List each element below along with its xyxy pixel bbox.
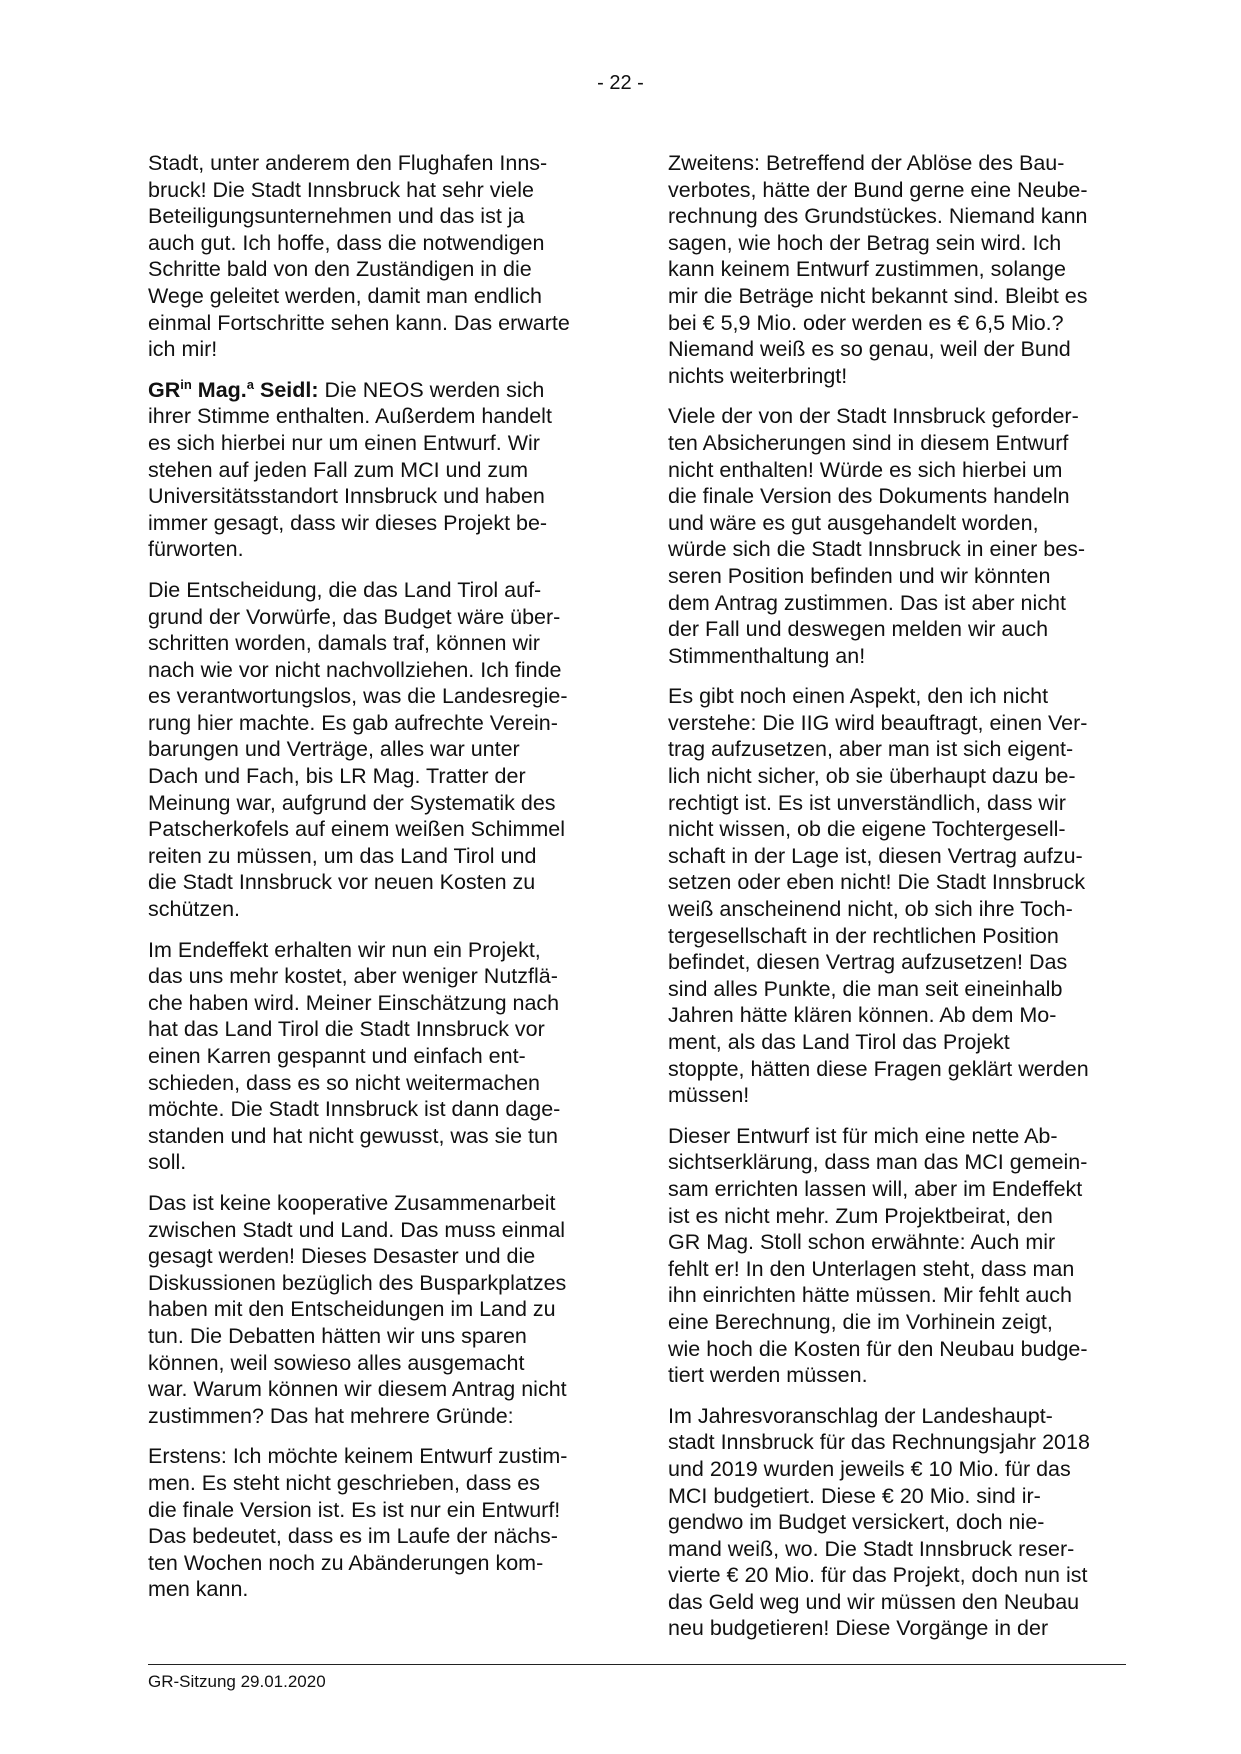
text-line: seren Position befinden und wir könnten (668, 563, 1051, 588)
text-line: lich nicht sicher, ob sie überhaupt dazu be- (668, 764, 1076, 789)
text-line: der Fall und deswegen melden wir auch (668, 617, 1049, 642)
paragraph (148, 1190, 618, 1429)
text-line: wie hoch die Kosten für den Neubau budge- (668, 1336, 1088, 1361)
text-line: hat das Land Tirol die Stadt Innsbruck vor (148, 1017, 545, 1042)
text-line: Meinung war, aufgrund der Systematik des (148, 790, 556, 815)
text-line: nicht wissen, ob die eigene Tochtergesell- (668, 817, 1066, 842)
text-line: können, weil sowieso alles ausgemacht (148, 1350, 525, 1375)
text-line: immer gesagt, dass wir dieses Projekt be- (148, 510, 548, 535)
speaker-label-main: GR (148, 377, 181, 402)
text-line: mir die Beträge nicht bekannt sind. Bleibt es (668, 283, 1088, 308)
paragraph (148, 150, 618, 363)
text-line: es verantwortungslos, was die Landesregie- (148, 684, 568, 709)
text-line: und 2019 wurden jeweils € 10 Mio. für das (668, 1456, 1071, 1481)
text-line: Im Endeffekt erhalten wir nun ein Projekt, (148, 937, 541, 962)
text-line: war. Warum können wir diesem Antrag nicht (148, 1377, 567, 1402)
speaker-label-name: Seidl: (254, 377, 319, 402)
paragraph (668, 150, 1138, 389)
text-line: die Stadt Innsbruck vor neuen Kosten zu (148, 870, 536, 895)
text-line: nicht enthalten! Würde es sich hierbei um (668, 457, 1063, 482)
page-number: - 22 - (597, 72, 644, 94)
text-line: gesagt werden! Dieses Desaster und die (148, 1244, 536, 1269)
paragraph (668, 1123, 1138, 1389)
text-line: dem Antrag zustimmen. Das ist aber nicht (668, 590, 1066, 615)
paragraph (148, 1443, 618, 1603)
text-line: Dieser Entwurf ist für mich eine nette Ab- (668, 1123, 1058, 1148)
paragraph (148, 937, 618, 1176)
text-line: Die Entscheidung, die das Land Tirol auf- (148, 577, 542, 602)
text-line: weiß anscheinend nicht, ob sich ihre Toch- (668, 897, 1073, 922)
text-line: stadt Innsbruck für das Rechnungsjahr 2018 (668, 1430, 1090, 1455)
text-line: gendwo im Budget versickert, doch nie- (668, 1510, 1045, 1535)
text-line: barungen und Verträge, alles war unter (148, 737, 520, 762)
text-line: es sich hierbei nur um einen Entwurf. Wir (148, 430, 540, 455)
text-line: rechtigt ist. Es ist unverständlich, dass wir (668, 790, 1066, 815)
paragraph (668, 683, 1138, 1109)
text-line: sind alles Punkte, die man seit eineinhalb (668, 976, 1063, 1001)
left-column (148, 150, 618, 1617)
speaker-line (148, 377, 618, 404)
text-line: sichtserklärung, dass man das MCI gemein- (668, 1150, 1088, 1175)
text-line: die finale Version ist. Es ist nur ein Entwurf! (148, 1497, 561, 1522)
text-line: zwischen Stadt und Land. Das muss einmal (148, 1217, 566, 1242)
text-line: verstehe: Die IIG wird beauftragt, einen Ver- (668, 710, 1088, 735)
text-line: che haben wird. Meiner Einschätzung nach (148, 990, 560, 1015)
text-line: einen Karren gespannt und einfach ent- (148, 1044, 526, 1068)
text-line: schieden, dass es so nicht weitermachen (148, 1070, 540, 1095)
text-line: das Geld weg und wir müssen den Neubau (668, 1589, 1080, 1614)
speaker-paragraph (148, 377, 618, 563)
text-line: schritten worden, damals traf, können wir (148, 631, 540, 656)
speaker-label-title: Mag. (191, 377, 247, 402)
text-line: Erstens: Ich möchte keinem Entwurf zustim- (148, 1444, 568, 1469)
text-line: haben mit den Entscheidungen im Land zu (148, 1297, 556, 1322)
text-line: einmal Fortschritte sehen kann. Das erwarte (148, 310, 570, 335)
text-line: würde sich die Stadt Innsbruck in einer bes- (668, 537, 1086, 562)
speaker-label-title-sup: a (246, 376, 254, 392)
speaker-label-sup: in (180, 376, 192, 392)
text-line: Im Jahresvoranschlag der Landeshaupt- (668, 1403, 1053, 1428)
paragraph (668, 403, 1138, 669)
text-line: nichts weiterbringt! (668, 363, 848, 388)
text-line: ihrer Stimme enthalten. Außerdem handelt (148, 404, 552, 429)
text-line: die finale Version des Dokuments handeln (668, 484, 1070, 509)
text-line: Dach und Fach, bis LR Mag. Tratter der (148, 764, 526, 789)
text-line: Beteiligungsunternehmen und das ist ja (148, 204, 525, 229)
text-line: bei € 5,9 Mio. oder werden es € 6,5 Mio.? (668, 310, 1064, 335)
text-line: rung hier machte. Es gab aufrechte Verein- (148, 710, 558, 735)
text-line: stehen auf jeden Fall zum MCI und zum (148, 457, 529, 482)
text-line: setzen oder eben nicht! Die Stadt Innsbruck (668, 870, 1086, 895)
text-line: fürworten. (148, 537, 244, 562)
text-line: Wege geleitet werden, damit man endlich (148, 283, 542, 308)
text-line: bruck! Die Stadt Innsbruck hat sehr viele (148, 177, 534, 202)
text-line: kann keinem Entwurf zustimmen, solange (668, 257, 1066, 282)
text-line: tun. Die Debatten hätten wir uns sparen (148, 1323, 527, 1348)
footer-divider (148, 1664, 1126, 1665)
text-line: tiert werden müssen. (668, 1363, 868, 1388)
text-line: ment, als das Land Tirol das Projekt (668, 1030, 1010, 1054)
right-column (668, 150, 1138, 1656)
text-line: stoppte, hätten diese Fragen geklärt werden (668, 1056, 1089, 1081)
text-line: soll. (148, 1150, 187, 1175)
text-line: Stimmenthaltung an! (668, 643, 866, 668)
text-line: das uns mehr kostet, aber weniger Nutzflä- (148, 964, 558, 989)
text-line: Das ist keine kooperative Zusammenarbeit (148, 1190, 556, 1215)
text-line: Patscherkofels auf einem weißen Schimmel (148, 817, 566, 842)
text-line: Universitätsstandort Innsbruck und haben (148, 484, 545, 509)
text-line: vierte € 20 Mio. für das Projekt, doch nun ist (668, 1563, 1088, 1588)
text-line: müssen! (668, 1083, 750, 1108)
text-line: Es gibt noch einen Aspekt, den ich nicht (668, 684, 1049, 709)
text-line: nach wie vor nicht nachvollziehen. Ich finde (148, 657, 562, 682)
text-line: reiten zu müssen, um das Land Tirol und (148, 843, 537, 868)
text-line: Diskussionen bezüglich des Busparkplatzes (148, 1270, 567, 1295)
text-line: ten Absicherungen sind in diesem Entwurf (668, 430, 1069, 455)
text-line: verbotes, hätte der Bund gerne eine Neube- (668, 177, 1088, 202)
text-line: auch gut. Ich hoffe, dass die notwendigen (148, 230, 545, 255)
text-line: Niemand weiß es so genau, weil der Bund (668, 337, 1071, 362)
text-line: mand weiß, wo. Die Stadt Innsbruck reser- (668, 1536, 1075, 1561)
text-line: ten Wochen noch zu Abänderungen kom- (148, 1550, 544, 1575)
text-line: neu budgetieren! Diese Vorgänge in der (668, 1616, 1049, 1641)
text-line: standen und hat nicht gewusst, was sie tun (148, 1123, 558, 1148)
text-line: schützen. (148, 897, 241, 922)
text-line: trag aufzusetzen, aber man ist sich eigent- (668, 737, 1074, 762)
text-line: fehlt er! In den Unterlagen steht, dass man (668, 1256, 1075, 1281)
text-line: zustimmen? Das hat mehrere Gründe: (148, 1403, 514, 1428)
text-line: grund der Vorwürfe, das Budget wäre über- (148, 604, 561, 629)
text-line: ich mir! (148, 337, 218, 362)
text-line: möchte. Die Stadt Innsbruck ist dann dage- (148, 1097, 561, 1122)
text-line: ist es nicht mehr. Zum Projektbeirat, den (668, 1203, 1053, 1228)
text-line: sagen, wie hoch der Betrag sein wird. Ich (668, 230, 1062, 255)
speaker-name (148, 378, 319, 402)
text-line: MCI budgetiert. Diese € 20 Mio. sind ir- (668, 1483, 1041, 1508)
text-line: und wäre es gut ausgehandelt worden, (668, 510, 1039, 535)
text-line: schaft in der Lage ist, diesen Vertrag aufzu- (668, 843, 1083, 868)
paragraph (668, 1403, 1138, 1642)
text-line: eine Berechnung, die im Vorhinein zeigt, (668, 1309, 1053, 1334)
text-line: GR Mag. Stoll schon erwähnte: Auch mir (668, 1230, 1056, 1255)
text-line: tergesellschaft in der rechtlichen Position (668, 923, 1059, 948)
text-line: rechnung des Grundstückes. Niemand kann (668, 204, 1088, 229)
text-line: sam errichten lassen will, aber im Endeffekt (668, 1176, 1083, 1201)
footer-session-date: GR-Sitzung 29.01.2020 (148, 1672, 326, 1691)
text-line: Zweitens: Betreffend der Ablöse des Bau- (668, 151, 1065, 175)
text-line: men. Es steht nicht geschrieben, dass es (148, 1470, 540, 1495)
text-line: ihn einrichten hätte müssen. Mir fehlt auch (668, 1283, 1072, 1308)
text-line: men kann. (148, 1577, 249, 1602)
text-line: Jahren hätte klären können. Ab dem Mo- (668, 1003, 1057, 1028)
text-line: Schritte bald von den Zuständigen in die (148, 257, 532, 282)
speaker-line-rest: Die NEOS werden sich (318, 377, 545, 402)
text-line: befindet, diesen Vertrag aufzusetzen! Das (668, 950, 1068, 975)
text-line: Das bedeutet, dass es im Laufe der nächs- (148, 1524, 558, 1549)
text-line: Stadt, unter anderem den Flughafen Inns- (148, 151, 548, 175)
paragraph (148, 577, 618, 923)
text-line: Viele der von der Stadt Innsbruck geforder- (668, 404, 1079, 429)
